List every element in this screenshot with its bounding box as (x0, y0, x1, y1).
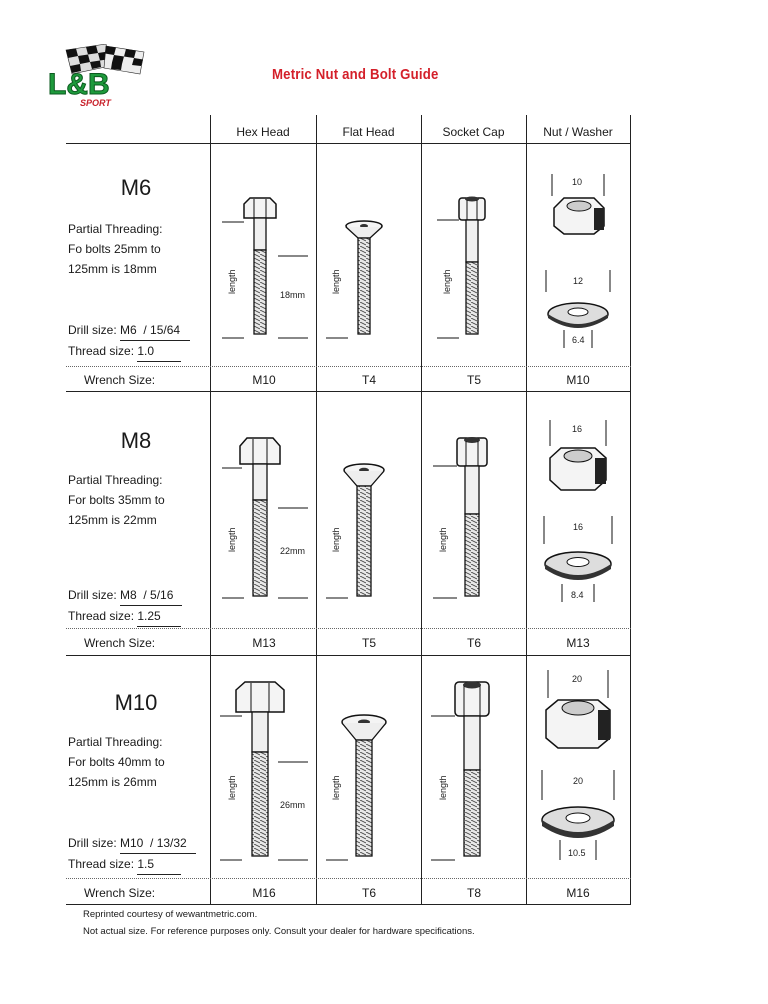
partial-threading-title: Partial Threading: (68, 735, 163, 749)
partial-threading-line: 125mm is 18mm (68, 262, 157, 276)
size-label: M8 (120, 428, 152, 453)
drill-value: M10 / 13/32 (120, 833, 196, 854)
flat-head-bolt-drawing (318, 190, 422, 350)
col-header-flat-head: Flat Head (342, 125, 395, 139)
wrench-socket: T5 (466, 373, 481, 387)
nut-width-label: 10 (572, 177, 583, 187)
nut-width-label: 20 (572, 674, 583, 684)
washer-inner-label: 6.4 (572, 335, 585, 345)
flat-head-bolt-drawing (318, 432, 422, 608)
page-title: Metric Nut and Bolt Guide (272, 66, 439, 83)
washer-outer-label: 20 (573, 776, 584, 786)
drill-thread-info (68, 320, 190, 362)
length-label: length (331, 527, 341, 552)
thread-label: Thread size: (68, 344, 135, 358)
thread-value: 1.25 (137, 606, 181, 627)
drill-label: Drill size: (68, 836, 117, 850)
nut-washer-drawing (528, 666, 632, 866)
footer-disclaimer: Not actual size. For reference purposes only. Consult your dealer for hardware specifications. (83, 926, 475, 937)
nut-washer-drawing (528, 168, 632, 360)
nut-width-label: 16 (572, 424, 583, 434)
length-label: length (438, 775, 448, 800)
socket-cap-bolt-drawing (423, 432, 527, 608)
length-label: length (442, 269, 452, 294)
thread-value: 1.5 (137, 854, 181, 875)
partial-threading (68, 470, 165, 530)
wrench-socket: T8 (466, 886, 481, 900)
partial-threading-line: 125mm is 22mm (68, 513, 157, 527)
length-label: length (227, 269, 237, 294)
drill-thread-info (68, 585, 182, 627)
wrench-size-label: Wrench Size: (84, 636, 156, 650)
washer-inner-label: 10.5 (568, 848, 586, 858)
size-label: M10 (114, 690, 158, 715)
socket-cap-bolt-drawing (423, 676, 527, 866)
wrench-hex: M10 (252, 373, 276, 387)
drill-value: M8 / 5/16 (120, 585, 182, 606)
wrench-socket: T6 (466, 636, 481, 650)
length-label: length (331, 269, 341, 294)
wrench-flat: T5 (361, 636, 376, 650)
nut-washer-drawing (528, 416, 632, 612)
wrench-hex: M13 (252, 636, 276, 650)
hex-head-bolt-drawing (212, 676, 316, 866)
logo-text: L&B (48, 68, 110, 101)
wrench-nut: M16 (566, 886, 590, 900)
partial-threading-title: Partial Threading: (68, 473, 163, 487)
length-label: length (331, 775, 341, 800)
col-header-nut-washer: Nut / Washer (543, 125, 613, 139)
length-label: length (227, 775, 237, 800)
hex-head-bolt-drawing (212, 432, 316, 608)
thread-length-label: 18mm (280, 290, 306, 300)
partial-threading-title: Partial Threading: (68, 222, 163, 236)
partial-threading-line: 125mm is 26mm (68, 775, 157, 789)
wrench-hex: M16 (252, 886, 276, 900)
drill-label: Drill size: (68, 588, 117, 602)
hex-head-bolt-drawing (212, 190, 316, 350)
washer-outer-label: 16 (573, 522, 584, 532)
partial-threading (68, 732, 165, 792)
wrench-size-label: Wrench Size: (84, 373, 156, 387)
thread-label: Thread size: (68, 609, 135, 623)
length-label: length (438, 527, 448, 552)
wrench-flat: T4 (361, 373, 376, 387)
lb-sport-logo (46, 44, 156, 116)
partial-threading-line: For bolts 40mm to (68, 755, 165, 769)
thread-label: Thread size: (68, 857, 135, 871)
partial-threading-line: Fo bolts 25mm to (68, 242, 161, 256)
partial-threading (68, 219, 163, 279)
wrench-flat: T6 (361, 886, 376, 900)
size-label: M6 (120, 175, 152, 200)
col-header-hex-head: Hex Head (236, 125, 290, 139)
washer-inner-label: 8.4 (571, 590, 584, 600)
drill-label: Drill size: (68, 323, 117, 337)
partial-threading-line: For bolts 35mm to (68, 493, 165, 507)
wrench-size-label: Wrench Size: (84, 886, 156, 900)
thread-value: 1.0 (137, 341, 181, 362)
drill-thread-info (68, 833, 196, 875)
flat-head-bolt-drawing (318, 676, 422, 866)
col-header-socket-cap: Socket Cap (442, 125, 505, 139)
wrench-nut: M10 (566, 373, 590, 387)
footer-credit: Reprinted courtesy of wewantmetric.com. (83, 909, 258, 920)
wrench-nut: M13 (566, 636, 590, 650)
washer-outer-label: 12 (573, 276, 584, 286)
thread-length-label: 26mm (280, 800, 306, 810)
length-label: length (227, 527, 237, 552)
socket-cap-bolt-drawing (423, 190, 527, 350)
drill-value: M6 / 15/64 (120, 320, 190, 341)
thread-length-label: 22mm (280, 546, 306, 556)
logo-subtext: SPORT (80, 98, 111, 108)
